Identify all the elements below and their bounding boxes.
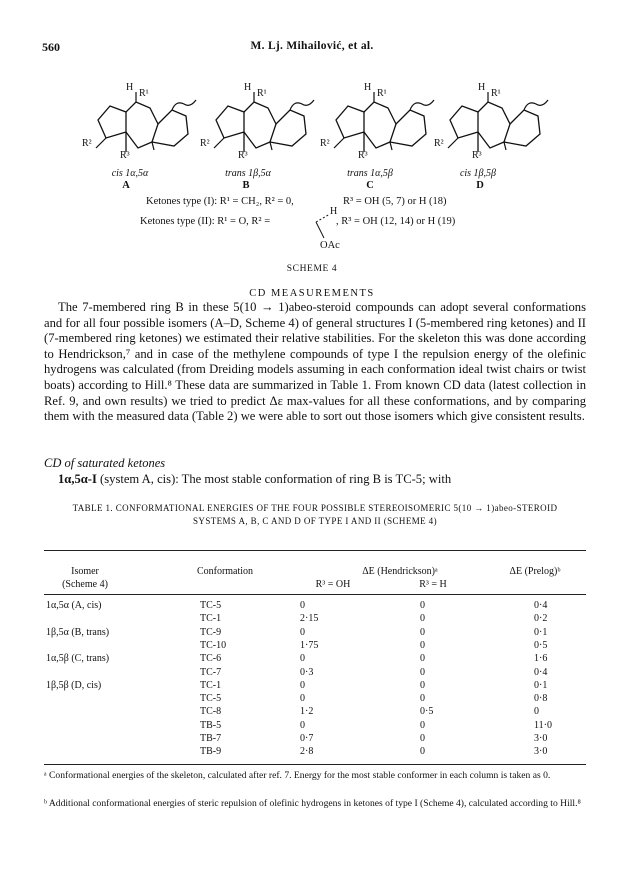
- structure-c: [334, 92, 434, 152]
- atom-label-r3: R³: [472, 150, 482, 161]
- table-cell-oh: 0·3: [300, 666, 314, 678]
- table-cell-prelog: 0·2: [534, 613, 548, 625]
- atom-label-r3: R³: [120, 150, 130, 161]
- table-top-rule: [44, 550, 586, 551]
- structure-b: [214, 92, 314, 152]
- table-cell-conf: TC-1: [200, 679, 222, 691]
- section-heading: CD MEASUREMENTS: [249, 288, 375, 299]
- table-cell-h: 0: [420, 666, 425, 678]
- table-cell-h: 0: [420, 600, 425, 611]
- table-cell-h: 0: [420, 639, 425, 651]
- table-cell-h: 0: [420, 746, 425, 758]
- structure-letter-c: C: [366, 180, 374, 191]
- table-caption: [44, 502, 586, 528]
- footnote-b: ᵇ Additional conformational energies of steric repulsion of olefinic hydrogens in ketones of type I (Scheme 4), calculated according to Hill.⁸: [44, 798, 581, 809]
- table-header-rule: [44, 594, 586, 595]
- table-cell-prelog: 0·1: [534, 626, 548, 638]
- subheading: CD of saturated ketones: [44, 456, 166, 470]
- atom-label-h: H: [478, 82, 486, 93]
- table-cell-prelog: 0: [534, 706, 539, 718]
- col-header-r3-h: R³ = H: [419, 579, 447, 590]
- atom-label-h: H: [330, 206, 338, 217]
- table-cell-oh: 1·2: [300, 706, 314, 718]
- atom-label-r3: R³: [358, 150, 368, 161]
- table-cell-prelog: 3·0: [534, 733, 548, 744]
- table-cell-conf: TC-1: [200, 613, 222, 625]
- table-cell-oh: 0: [300, 653, 305, 665]
- structure-config-c: trans 1α,5β: [347, 168, 393, 179]
- col-header-isomer: Isomer: [71, 566, 99, 577]
- ketones-type-2-r3: , R³ = OH (12, 14) or H (19): [336, 216, 456, 227]
- table-caption-line1: TABLE 1. CONFORMATIONAL ENERGIES OF THE FOUR POSSIBLE STEREOISOMERIC 5(10 → 1)abeo-STEROID: [72, 503, 558, 513]
- lead-text: (system A, cis): The most stable conformation of ring B is TC-5; with: [96, 472, 452, 486]
- table-cell-h: 0: [420, 719, 425, 731]
- atom-label-r2: R²: [200, 138, 210, 149]
- table-cell-prelog: 11·0: [534, 719, 552, 731]
- table-bottom-rule: [44, 764, 586, 765]
- col-header-r3-oh: R³ = OH: [315, 579, 351, 590]
- table-cell-oh: 0: [300, 679, 305, 691]
- table-cell-oh: 0: [300, 600, 305, 611]
- ketones-type-2: Ketones type (II): R¹ = O, R² =: [140, 216, 271, 227]
- table-cell-oh: 0·7: [300, 733, 314, 744]
- structure-config-d: cis 1β,5β: [459, 168, 497, 179]
- table-cell-isomer: 1β,5α (B, trans): [46, 626, 110, 638]
- table-cell-isomer: 1α,5β (C, trans): [46, 653, 110, 665]
- table-cell-oh: 0: [300, 626, 305, 638]
- table-cell-oh: 1·75: [300, 639, 319, 651]
- structure-letter-d: D: [476, 180, 484, 191]
- structure-a: [96, 92, 196, 152]
- table-cell-oh: 2·8: [300, 746, 314, 758]
- body-paragraph: [44, 300, 586, 425]
- table-cell-conf: TC-8: [200, 706, 222, 718]
- atom-label-r1: R¹: [491, 88, 501, 99]
- table-cell-h: 0: [420, 626, 425, 638]
- table-cell-prelog: 0·8: [534, 693, 548, 705]
- oac-label: OAc: [320, 240, 340, 251]
- atom-label-r1: R¹: [139, 88, 149, 99]
- table-cell-h: 0: [420, 653, 425, 665]
- atom-label-r2: R²: [320, 138, 330, 149]
- col-header-conformation: Conformation: [196, 566, 254, 577]
- table-cell-prelog: 1·6: [534, 653, 548, 665]
- table-cell-isomer: 1α,5α (A, cis): [46, 600, 102, 611]
- table-cell-prelog: 0·5: [534, 639, 548, 651]
- lead-compound: 1α,5α-I: [58, 472, 97, 486]
- table-cell-h: 0: [420, 733, 425, 744]
- structure-config-b: trans 1β,5α: [225, 168, 271, 179]
- atom-label-r1: R¹: [377, 88, 387, 99]
- table-cell-h: 0: [420, 613, 425, 625]
- table-cell-prelog: 0·4: [534, 666, 548, 678]
- atom-label-h: H: [126, 82, 134, 93]
- atom-label-r3: R³: [238, 150, 248, 161]
- table-cell-h: 0: [420, 693, 425, 705]
- col-header-isomer-sub: (Scheme 4): [62, 579, 108, 590]
- table-cell-conf: TB-5: [200, 719, 222, 731]
- col-header-prelog: ΔE (Prelog)ᵇ: [509, 566, 561, 577]
- table-cell-conf: TC-5: [200, 693, 222, 705]
- table-cell-conf: TC-10: [200, 639, 227, 651]
- structure-letter-a: A: [122, 180, 130, 191]
- table-cell-h: 0·5: [420, 706, 434, 718]
- structure-d: [448, 92, 548, 152]
- structure-letter-b: B: [242, 180, 250, 191]
- table-cell-conf: TC-6: [200, 653, 222, 665]
- table-cell-conf: TC-7: [200, 666, 222, 678]
- table-cell-isomer: 1β,5β (D, cis): [46, 679, 102, 691]
- atom-label-r2: R²: [82, 138, 92, 149]
- running-header: M. Lj. Mihailović, et al.: [250, 40, 374, 52]
- table-cell-conf: TB-9: [200, 746, 222, 758]
- table-cell-h: 0: [420, 679, 425, 691]
- structure-config-a: cis 1α,5α: [111, 168, 149, 179]
- ketones-type-1-r3: R³ = OH (5, 7) or H (18): [343, 196, 447, 207]
- table-cell-prelog: 3·0: [534, 746, 548, 758]
- atom-label-r1: R¹: [257, 88, 267, 99]
- footnote-a: ᵃ Conformational energies of the skeleton, calculated after ref. 7. Energy for the most stable conformer in each column is taken as 0.: [44, 770, 551, 781]
- col-header-hendrickson: ΔE (Hendrickson)ᵃ: [362, 566, 438, 577]
- table-cell-conf: TC-9: [200, 626, 222, 638]
- atom-label-h: H: [364, 82, 372, 93]
- table-caption-line2: SYSTEMS A, B, C AND D OF TYPE I AND II (SCHEME 4): [193, 516, 437, 526]
- atom-label-h: H: [244, 82, 252, 93]
- atom-label-r2: R²: [434, 138, 444, 149]
- table-cell-prelog: 0·4: [534, 600, 548, 611]
- table-cell-oh: 2·15: [300, 613, 319, 625]
- lead-line: [44, 472, 586, 488]
- table-cell-conf: TC-5: [200, 600, 222, 611]
- ketones-type-1: Ketones type (I): R¹ = CH₂, R² = 0,: [146, 196, 294, 207]
- table-cell-oh: 0: [300, 693, 305, 705]
- table-cell-conf: TB-7: [200, 733, 222, 744]
- table-cell-prelog: 0·1: [534, 679, 548, 691]
- table-cell-oh: 0: [300, 719, 305, 731]
- paragraph-text: The 7-membered ring B in these 5(10 → 1)abeo-steroid compounds can adopt several conformations and for all four possible isomers (A–D, Scheme 4) of general structures I (5-membered ring ketones) and II (7-membered ring ketones) we estimated their relative stabilities. For the skeleton this was done according to Hendrickson,⁷ and in case of the methylene compounds of type I the repulsion energy of the olefinic hydrogens was calculated (from Dreiding models assuming in each conformation ideal twist chairs or twist boats) according to Hill.⁸ These data are summarized in Table 1. From known CD data (latest collection in Ref. 9, and own results) we tried to predict Δε max-values for all these conformations, and by comparing them with the measured data (Table 2) we were able to sort out those isomers which give consistent results.: [44, 300, 586, 424]
- scheme-caption: SCHEME 4: [286, 264, 338, 274]
- page-number: 560: [42, 40, 60, 54]
